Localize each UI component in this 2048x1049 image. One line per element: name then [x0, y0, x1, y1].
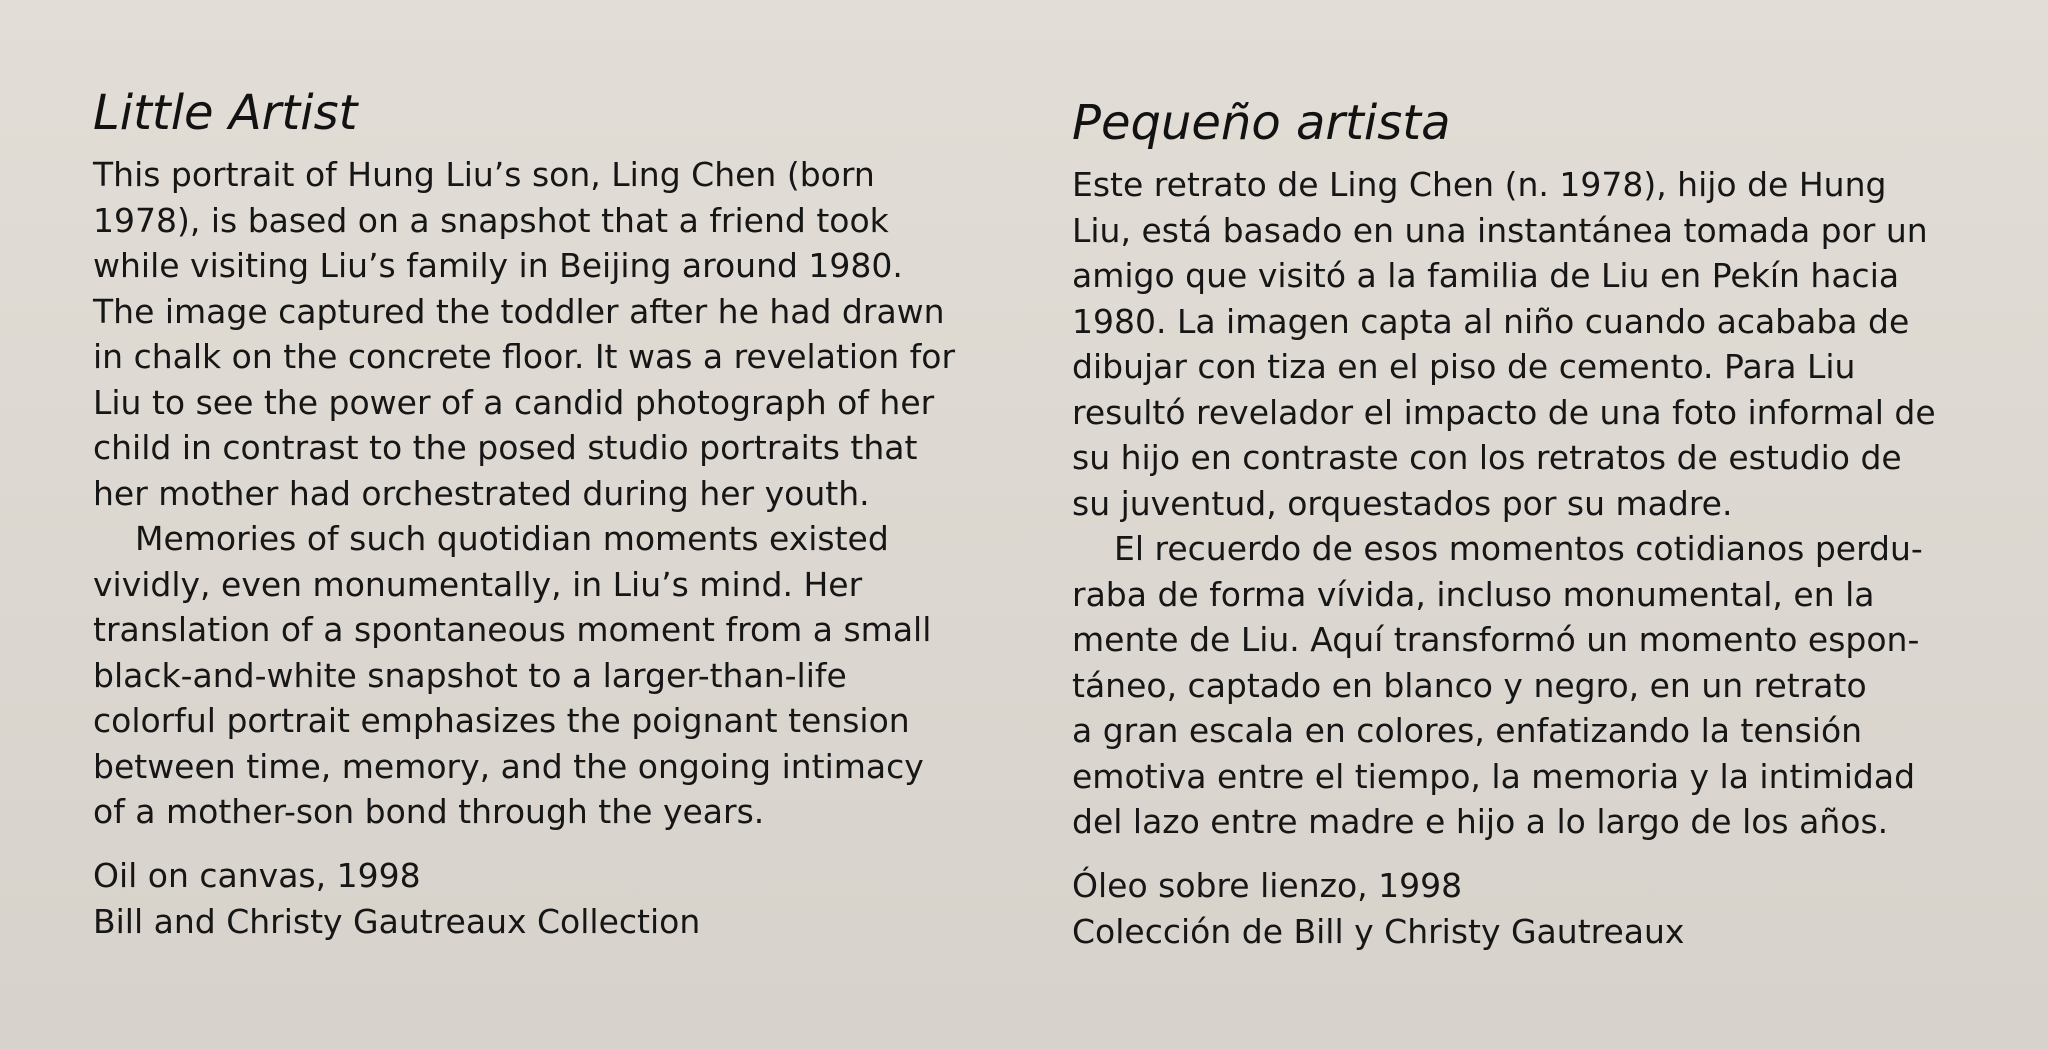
english-credits [93, 853, 1013, 945]
spanish-column [1072, 82, 1992, 955]
text-line: vividly, even monumentally, in Liu’s mind. Her [93, 564, 863, 604]
text-line: Este retrato de Ling Chen (n. 1978), hijo de Hung [1072, 165, 1887, 204]
spanish-title: Pequeño artista [1072, 95, 1451, 151]
spanish-medium: Óleo sobre lienzo, 1998 [1072, 865, 1463, 905]
text-line: mente de Liu. Aquí transformó un momento espon- [1072, 620, 1920, 659]
text-line: The image captured the toddler after he had drawn [93, 291, 945, 331]
text-line: El recuerdo de esos momentos cotidianos perdu- [1114, 529, 1923, 568]
text-line: resultó revelador el impacto de una foto informal de [1072, 392, 1936, 432]
spanish-paragraph-1 [1072, 162, 1992, 526]
text-line: táneo, captado en blanco y negro, en un retrato [1072, 665, 1867, 705]
text-line: Liu, está basado en una instantánea tomada por un [1072, 210, 1928, 250]
text-line: of a mother-son bond through the years. [93, 792, 765, 831]
english-collection: Bill and Christy Gautreaux Collection [93, 901, 701, 941]
english-title: Little Artist [93, 85, 358, 141]
text-line: Memories of such quotidian moments existed [135, 519, 889, 558]
spanish-credits [1072, 863, 1992, 955]
english-medium: Oil on canvas, 1998 [93, 855, 421, 895]
text-line: emotiva entre el tiempo, la memoria y la intimidad [1072, 756, 1916, 796]
text-line: del lazo entre madre e hijo a lo largo de los años. [1072, 802, 1889, 841]
text-line: Liu to see the power of a candid photograph of her [93, 382, 935, 422]
english-column [93, 82, 1013, 945]
english-body [93, 152, 1013, 835]
text-line: translation of a spontaneous moment from a small [93, 610, 932, 649]
spanish-paragraph-2 [1072, 526, 1992, 845]
english-paragraph-2 [93, 516, 1013, 835]
text-line: child in contrast to the posed studio portraits that [93, 428, 918, 467]
text-line: su hijo en contraste con los retratos de estudio de [1072, 438, 1902, 477]
text-line: This portrait of Hung Liu’s son, Ling Chen (born [93, 155, 875, 194]
text-line: dibujar con tiza en el piso de cemento. Para Liu [1072, 347, 1856, 386]
text-line: between time, memory, and the ongoing intimacy [93, 746, 924, 786]
text-line: su juventud, orquestados por su madre. [1072, 483, 1733, 523]
text-line: while visiting Liu’s family in Beijing around 1980. [93, 246, 903, 285]
text-line: black-and-white snapshot to a larger-than-life [93, 655, 847, 695]
text-line: 1980. La imagen capta al niño cuando acababa de [1072, 301, 1910, 341]
text-line: amigo que visitó a la familia de Liu en Pekín hacia [1072, 256, 1900, 295]
spanish-collection: Colección de Bill y Christy Gautreaux [1072, 911, 1685, 951]
text-line: raba de forma vívida, incluso monumental, en la [1072, 574, 1875, 614]
text-line: 1978), is based on a snapshot that a friend took [93, 200, 889, 240]
text-line: a gran escala en colores, enfatizando la tensión [1072, 711, 1863, 750]
text-line: her mother had orchestrated during her youth. [93, 473, 870, 513]
text-line: colorful portrait emphasizes the poignant tension [93, 701, 910, 740]
text-line: in chalk on the concrete floor. It was a revelation for [93, 337, 956, 376]
english-paragraph-1 [93, 152, 1013, 516]
spanish-body [1072, 162, 1992, 845]
